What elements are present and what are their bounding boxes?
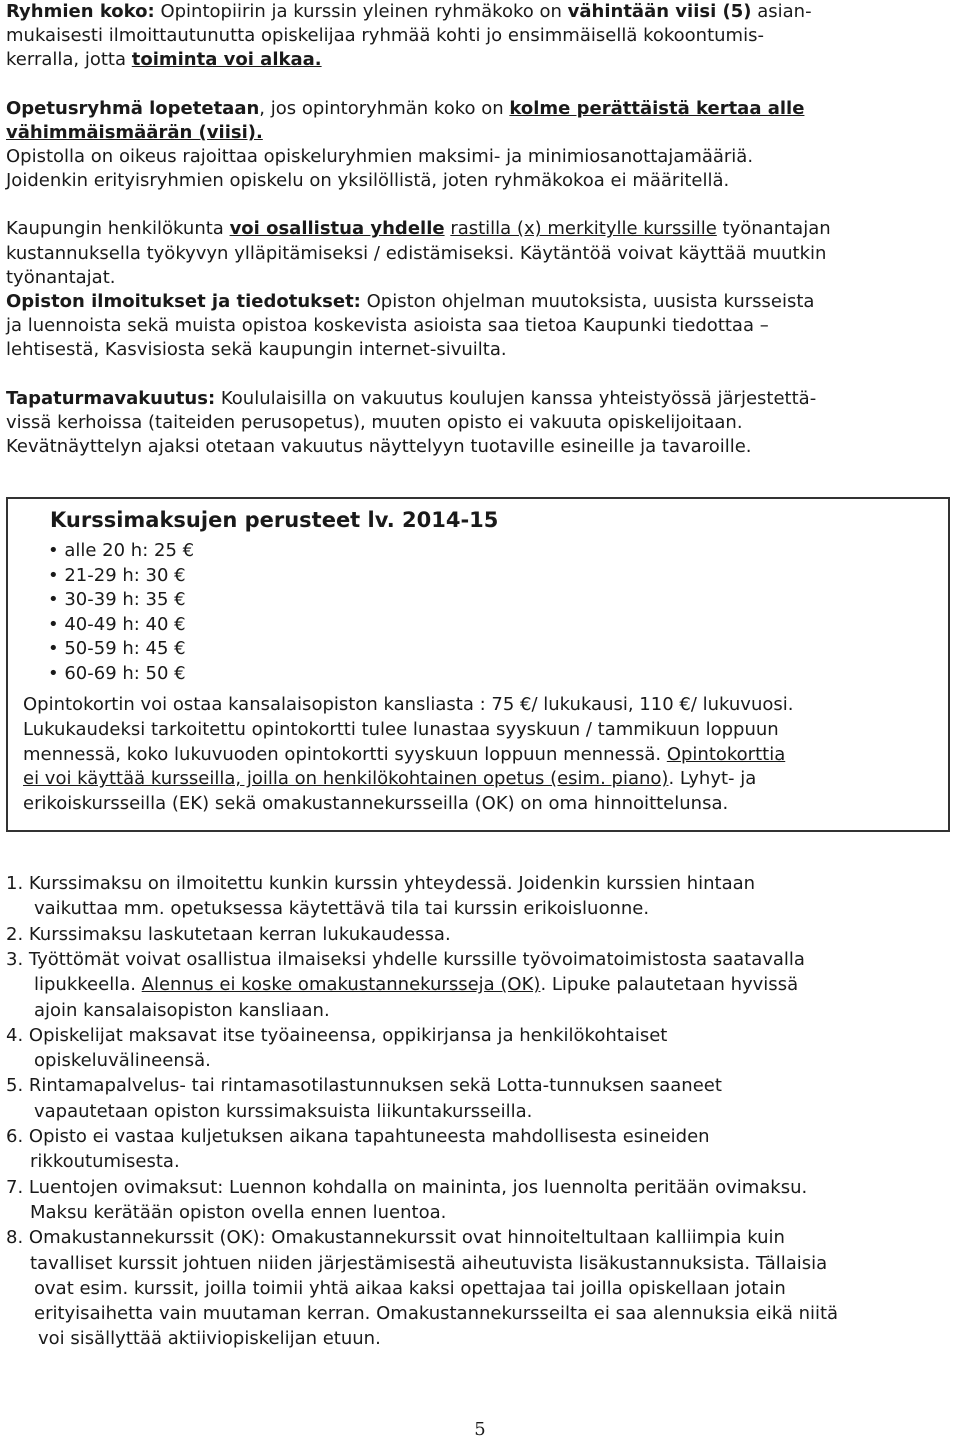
text-run: Opintokorttia (666, 743, 786, 765)
text-run: vapautetaan opiston kurssimaksuista liikuntakursseilla. (34, 1100, 533, 1122)
text-run: Alennus ei koske omakustannekursseja (OK) (141, 974, 541, 996)
text-run: kustannuksella työkyvyn ylläpitämiseksi / edistämiseksi. Käytäntöä voivat käyttää muutkin (6, 242, 827, 264)
text-run: toiminta voi alkaa. (131, 49, 322, 71)
fee-bullet-item: • 40-49 h: 40 € (48, 613, 186, 635)
note-line (6, 872, 755, 896)
paragraph-line (6, 169, 729, 193)
text-run: 3. Työttömät voivat osallistua ilmaiseksi yhdelle kurssille työvoimatoimistosta saatavalla (6, 948, 805, 970)
text-run: Lukukaudeksi tarkoitettu opintokortti tulee lunastaa syyskuun / tammikuun loppuun (23, 718, 779, 740)
text-run: vaikuttaa mm. opetuksessa käytettävä tila tai kurssin erikoisluonne. (34, 898, 650, 920)
paragraph-line (6, 97, 804, 121)
note-line (6, 1226, 785, 1250)
paragraph-line (6, 266, 115, 290)
text-run: opiskeluvälineensä. (34, 1050, 211, 1072)
note-line (34, 973, 798, 997)
course-fees-heading: Kurssimaksujen perusteet lv. 2014-15 (50, 508, 499, 532)
text-run: 7. Luentojen ovimaksut: Luennon kohdalla on maininta, jos luennolta peritään ovimaksu. (6, 1176, 808, 1198)
text-run: voi osallistua yhdelle (229, 218, 445, 240)
text-run: Ryhmien koko: (6, 1, 155, 22)
text-run: vissä kerhoissa (taiteiden perusopetus), muuten opisto ei vakuuta opiskelijoitaan. (6, 411, 743, 433)
note-line (6, 923, 451, 947)
text-run: erikoiskursseilla (EK) sekä omakustannekursseilla (OK) on oma hinnoittelunsa. (23, 793, 729, 815)
text-run: , jos opintoryhmän koko on (259, 97, 510, 119)
text-run: ei voi käyttää kursseilla, joilla on henkilökohtainen opetus (esim. piano) (23, 768, 669, 790)
text-run: . Lyhyt- ja (668, 768, 757, 790)
note-line (30, 1252, 827, 1276)
text-run: Opiston ilmoitukset ja tiedotukset: (6, 291, 361, 312)
text-run: 1. Kurssimaksu on ilmoitettu kunkin kurssin yhteydessä. Joidenkin kurssien hintaan (6, 873, 756, 894)
text-run: 8. Omakustannekurssit (OK): Omakustannekurssit ovat hinnoiteltultaan kalliimpia kuin (6, 1227, 785, 1249)
text-run: ja luennoista sekä muista opistoa koskevista asioista saa tietoa Kaupunki tiedottaa – (6, 315, 769, 337)
paragraph-line (6, 314, 769, 338)
note-line (6, 1176, 807, 1200)
text-run: ajoin kansalaisopiston kansliaan. (34, 999, 330, 1021)
text-run: Kaupungin henkilökunta (6, 218, 230, 240)
text-run: kolme perättäistä kertaa alle (509, 97, 805, 119)
note-line (30, 1201, 446, 1225)
paragraph-line (6, 338, 507, 362)
text-run: Kevätnäyttelyn ajaksi otetaan vakuutus näyttelyyn tuotaville esineille ja tavaroille. (6, 436, 752, 457)
fee-bullet-item: • 50-59 h: 45 € (48, 638, 186, 659)
paragraph-line (6, 145, 753, 169)
text-run: vähintään viisi (5) (567, 1, 752, 22)
text-run: tavalliset kurssit johtuen niiden järjestämisestä aiheutuvista lisäkustannuksista. Tällaisia (30, 1252, 828, 1274)
text-run: Opiston ohjelman muutoksista, uusista kursseista (360, 291, 815, 312)
text-run: lipukkeella. (34, 974, 142, 996)
paragraph-line (6, 121, 263, 145)
fee-bullet-item: • 60-69 h: 50 € (48, 662, 186, 684)
text-run: voi sisällyttää aktiiviopiskelijan etuun. (38, 1328, 381, 1350)
note-line (34, 1302, 838, 1326)
paragraph-line (6, 411, 743, 435)
text-run: Joidenkin erityisryhmien opiskelu on yksilöllistä, joten ryhmäkokoa ei määritellä. (6, 170, 730, 192)
fee-bullet-item: • 21-29 h: 30 € (48, 564, 186, 586)
text-run: ovat esim. kurssit, joilla toimii yhtä aikaa kaksi opettajaa tai joilla opiskellaan jotain (34, 1277, 786, 1299)
text-run: Koululaisilla on vakuutus koulujen kanssa yhteistyössä järjestettä- (215, 387, 817, 409)
box-paragraph-line (23, 693, 793, 717)
box-paragraph-line (23, 718, 779, 742)
text-run: . Lipuke palautetaan hyvissä (540, 974, 799, 996)
text-run: työnantajat. (6, 266, 116, 288)
text-run: Maksu kerätään opiston ovella ennen luentoa. (30, 1201, 447, 1223)
note-line (38, 1327, 381, 1351)
note-line (34, 999, 330, 1023)
text-run: Opistolla on oikeus rajoittaa opiskeluryhmien maksimi- ja minimiosanottajamääriä. (6, 146, 754, 167)
text-run: rastilla (x) merkitylle kurssille (450, 218, 717, 240)
box-paragraph-line (23, 792, 728, 816)
note-line (6, 1074, 722, 1098)
note-line (34, 1049, 211, 1073)
text-run: työnantajan (716, 218, 831, 240)
paragraph-line (6, 24, 764, 48)
text-run: 2. Kurssimaksu laskutetaan kerran lukukaudessa. (6, 923, 451, 945)
text-run: 5. Rintamapalvelus- tai rintamasotilastunnuksen sekä Lotta-tunnuksen saaneet (6, 1075, 722, 1097)
paragraph-line (6, 242, 826, 266)
page-number: 5 (474, 1419, 486, 1440)
text-run: Tapaturmavakuutus: (6, 387, 216, 409)
note-line (6, 1024, 667, 1048)
text-run: rikkoutumisesta. (30, 1151, 180, 1173)
note-line (30, 1150, 180, 1174)
text-run: Opintopiirin ja kurssin yleinen ryhmäkoko on (154, 1, 568, 22)
note-line (34, 897, 649, 921)
text-run: 4. Opiskelijat maksavat itse työaineensa, oppikirjansa ja henkilökohtaiset (6, 1024, 668, 1046)
paragraph-line (6, 48, 322, 72)
text-run: erityisaihetta vain muutaman kerran. Omakustannekursseilta ei saa alennuksia eikä niitä (34, 1303, 839, 1325)
text-run: mukaisesti ilmoittautunutta opiskelijaa ryhmää kohti jo ensimmäisellä kokoontumis- (6, 25, 764, 47)
note-line (6, 948, 805, 972)
paragraph-line (6, 290, 814, 314)
text-run: mennessä, koko lukuvuoden opintokortti syyskuun loppuun mennessä. (23, 743, 667, 765)
paragraph-line (6, 387, 816, 411)
text-run: vähimmäismäärän (viisi). (6, 121, 263, 143)
text-run: Opintokortin voi ostaa kansalaisopiston kansliasta : 75 €/ lukukausi, 110 €/ lukuvuosi. (23, 694, 794, 715)
text-run: asian- (751, 1, 812, 22)
note-line (34, 1277, 786, 1301)
text-run: Opetusryhmä lopetetaan (6, 97, 260, 119)
text-run: kerralla, jotta (6, 49, 132, 71)
note-line (34, 1100, 532, 1124)
fee-bullet-item: • alle 20 h: 25 € (48, 540, 195, 561)
text-run: 6. Opisto ei vastaa kuljetuksen aikana tapahtuneesta mahdollisesta esineiden (6, 1126, 710, 1147)
text-run: lehtisestä, Kasvisiosta sekä kaupungin internet-sivuilta. (6, 339, 507, 361)
note-line (6, 1125, 710, 1149)
box-paragraph-line (23, 767, 756, 791)
paragraph-line (6, 217, 831, 241)
paragraph-line (6, 435, 752, 459)
box-paragraph-line (23, 743, 785, 767)
fee-bullet-item: • 30-39 h: 35 € (48, 589, 186, 610)
paragraph-line (6, 0, 812, 24)
